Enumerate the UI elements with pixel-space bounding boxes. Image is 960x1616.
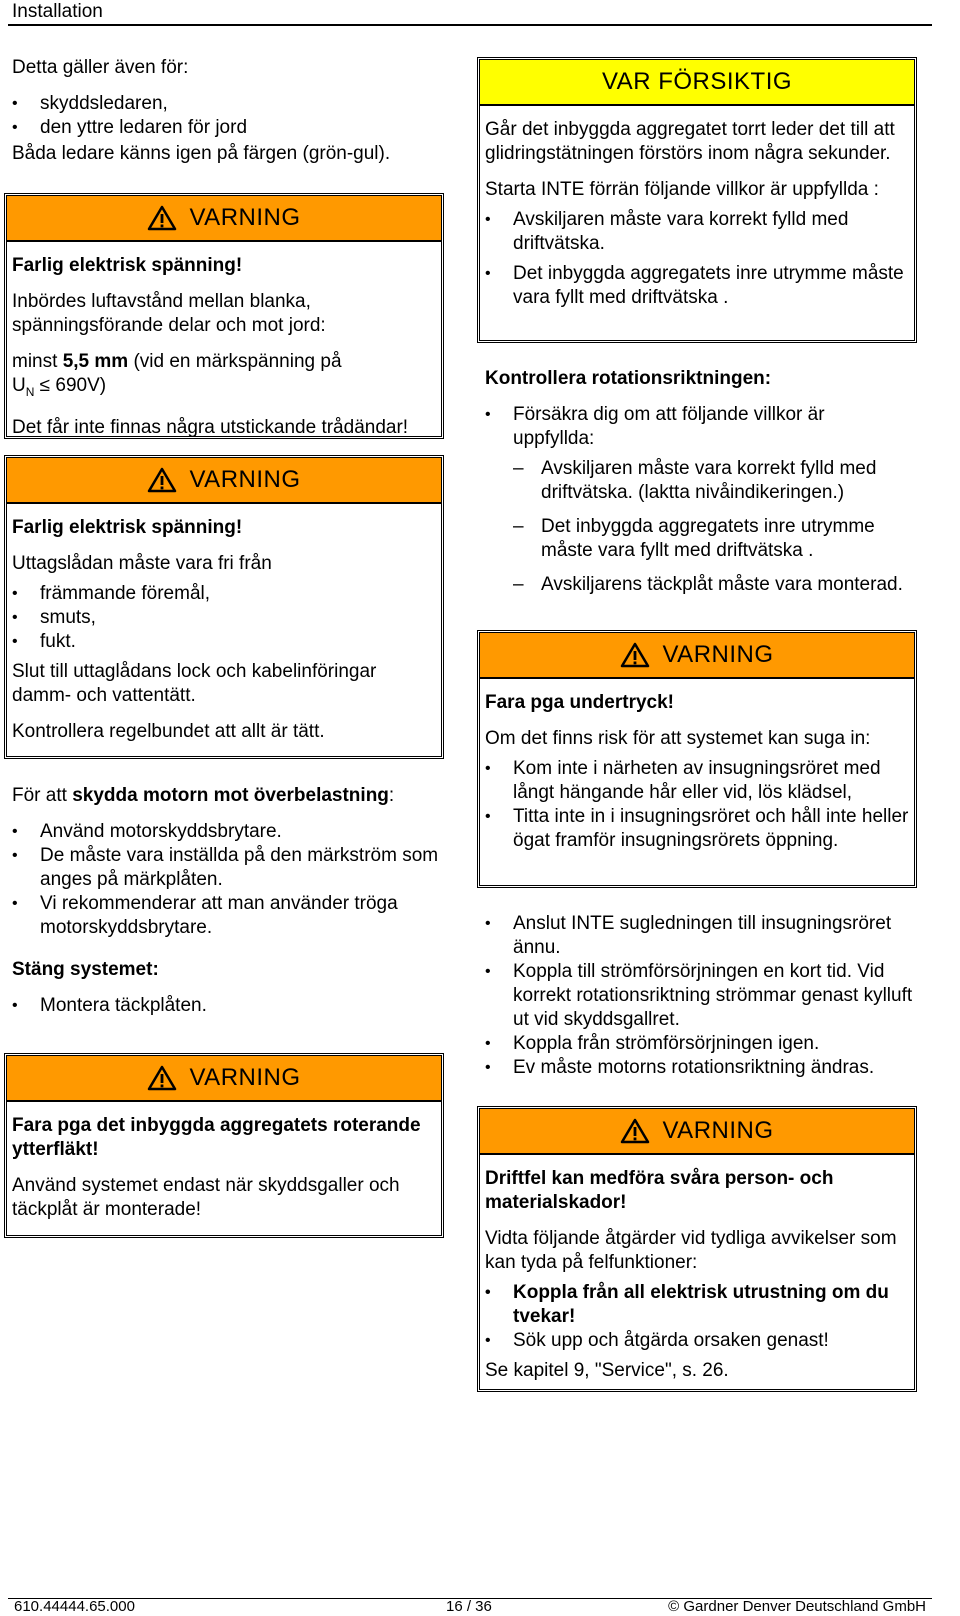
list-item: • skyddsledaren,	[12, 92, 442, 116]
motor-protection-section	[12, 784, 442, 1018]
warning-triangle-icon	[620, 642, 650, 668]
list-item: • främmande föremål,	[12, 582, 437, 606]
outlet-list	[12, 582, 437, 654]
steps-list	[485, 912, 925, 1080]
warning-text: Kontrollera regelbundet att allt är tätt.	[12, 721, 325, 742]
list-item: • Ev måste motorns rotationsriktning ändras.	[485, 1056, 925, 1080]
list-item: • Det inbyggda aggregatets inre utrymme måste vara fyllt med driftvätska .	[485, 262, 910, 310]
motor-protection-heading: För att skydda motorn mot överbelastning:	[12, 785, 395, 806]
list-item: • De måste vara inställda på den märkström som anges på märkplåten.	[12, 844, 442, 892]
caution-text: Starta INTE förrän följande villkor är uppfyllda :	[485, 179, 879, 200]
list-item: • smuts,	[12, 606, 437, 630]
warning-title: Fara pga det inbyggda aggregatets roterande ytterfläkt!	[12, 1115, 421, 1160]
warning-triangle-icon	[147, 205, 177, 231]
left-intro	[12, 56, 442, 166]
close-system-heading: Stäng systemet:	[12, 959, 159, 980]
warning-text: Uttagslådan måste vara fri från	[12, 553, 272, 574]
warning-header	[7, 1056, 441, 1102]
warning-triangle-icon	[147, 1065, 177, 1091]
list-item: • Koppla från all elektrisk utrustning om du tvekar!	[485, 1281, 910, 1329]
list-item: • den yttre ledaren för jord	[12, 116, 442, 140]
list-item: • Försäkra dig om att följande villkor är uppfyllda:	[485, 403, 935, 451]
list-item: • Avskiljaren måste vara korrekt fylld med driftvätska.	[485, 208, 910, 256]
intro-text: Detta gäller även för:	[12, 57, 189, 78]
warning-heading: VARNING	[662, 641, 774, 668]
warning-text: Om det finns risk för att systemet kan suga in:	[485, 728, 871, 749]
list-item: • Montera täckplåten.	[12, 994, 442, 1018]
page-section-title: Installation	[12, 1, 103, 22]
rotation-sublist	[485, 457, 935, 597]
warning-text: Slut till uttaglådans lock och kabelinföringar damm- och vattentätt.	[12, 661, 377, 706]
warning-text: Vidta följande åtgärder vid tydliga avvikelser som kan tyda på felfunktioner:	[485, 1228, 897, 1273]
footer-docnum: 610.44444.65.000	[14, 1598, 135, 1615]
warning-heading: VARNING	[189, 1064, 301, 1091]
warning-box-outlet	[4, 455, 444, 759]
list-item: • Anslut INTE sugledningen till insugningsröret ännu.	[485, 912, 925, 960]
warning-triangle-icon	[620, 1118, 650, 1144]
warning-title: Farlig elektrisk spänning!	[12, 517, 243, 538]
list-item: – Avskiljaren måste vara korrekt fylld med driftvätska. (laktta nivåindikeringen.)	[513, 457, 935, 505]
malfunction-list	[485, 1281, 910, 1353]
warning-box-vacuum	[477, 630, 917, 888]
warning-triangle-icon	[147, 467, 177, 493]
warning-header	[480, 633, 914, 679]
rotation-list	[485, 403, 935, 451]
vacuum-list	[485, 757, 910, 853]
service-reference: Se kapitel 9, "Service", s. 26.	[485, 1360, 729, 1381]
intro-tail: Båda ledare känns igen på färgen (grön-gul).	[12, 143, 391, 164]
warning-text: Det får inte finnas några utstickande trådändar!	[12, 416, 409, 438]
list-item: – Avskiljarens täckplåt måste vara monterad.	[513, 573, 935, 597]
caution-heading: VAR FÖRSIKTIG	[601, 68, 793, 95]
list-item: • Koppla från strömförsörjningen igen.	[485, 1032, 925, 1056]
caution-list	[485, 208, 910, 310]
list-item: – Det inbyggda aggregatets inre utrymme måste vara fyllt med driftvätska .	[513, 515, 935, 563]
footer-company: © Gardner Denver Deutschland GmbH	[668, 1598, 926, 1615]
footer-page-number: 16 / 36	[446, 1598, 492, 1615]
warning-box-electric-clearance	[4, 193, 444, 439]
warning-header	[7, 458, 441, 504]
rotation-steps	[485, 912, 925, 1080]
warning-heading: VARNING	[189, 466, 301, 493]
warning-heading: VARNING	[189, 204, 301, 231]
rotation-section	[485, 367, 935, 607]
list-item: • fukt.	[12, 630, 437, 654]
caution-text: Går det inbyggda aggregatet torrt leder det till att glidringstätningen förstörs inom några sekunder.	[485, 119, 895, 164]
list-item: • Vi rekommenderar att man använder tröga motorskyddsbrytare.	[12, 892, 442, 940]
warning-heading: VARNING	[662, 1117, 774, 1144]
warning-text: Använd systemet endast när skyddsgaller och täckplåt är monterade!	[12, 1175, 400, 1220]
caution-header	[480, 60, 914, 106]
close-system-list	[12, 994, 442, 1018]
warning-box-fan	[4, 1053, 444, 1238]
warning-box-malfunction	[477, 1106, 917, 1392]
motor-protection-list	[12, 820, 442, 940]
caution-box-dry-run	[477, 57, 917, 343]
warning-text-clearance: minst 5,5 mm (vid en märkspänning på $U_N \le 690V$)	[12, 351, 342, 399]
warning-title: Driftfel kan medföra svåra person- och materialskador!	[485, 1168, 834, 1213]
intro-list	[12, 92, 442, 140]
list-item: • Kom inte i närheten av insugningsröret med långt hängande hår eller vid, lös klädsel,	[485, 757, 910, 805]
rotation-heading: Kontrollera rotationsriktningen:	[485, 368, 772, 389]
list-item: • Sök upp och åtgärda orsaken genast!	[485, 1329, 910, 1353]
warning-title: Fara pga undertryck!	[485, 692, 674, 713]
header-rule	[8, 24, 932, 26]
warning-title: Farlig elektrisk spänning!	[12, 255, 243, 276]
warning-header	[7, 196, 441, 242]
list-item: • Använd motorskyddsbrytare.	[12, 820, 442, 844]
warning-header	[480, 1109, 914, 1155]
warning-text: Inbördes luftavstånd mellan blanka, spänningsförande delar och mot jord:	[12, 291, 326, 336]
list-item: • Titta inte in i insugningsröret och håll inte heller ögat framför insugningsrörets öppning.	[485, 805, 910, 853]
list-item: • Koppla till strömförsörjningen en kort tid. Vid korrekt rotationsriktning strömmar genast kylluft ut vid skyddsgallret.	[485, 960, 925, 1032]
